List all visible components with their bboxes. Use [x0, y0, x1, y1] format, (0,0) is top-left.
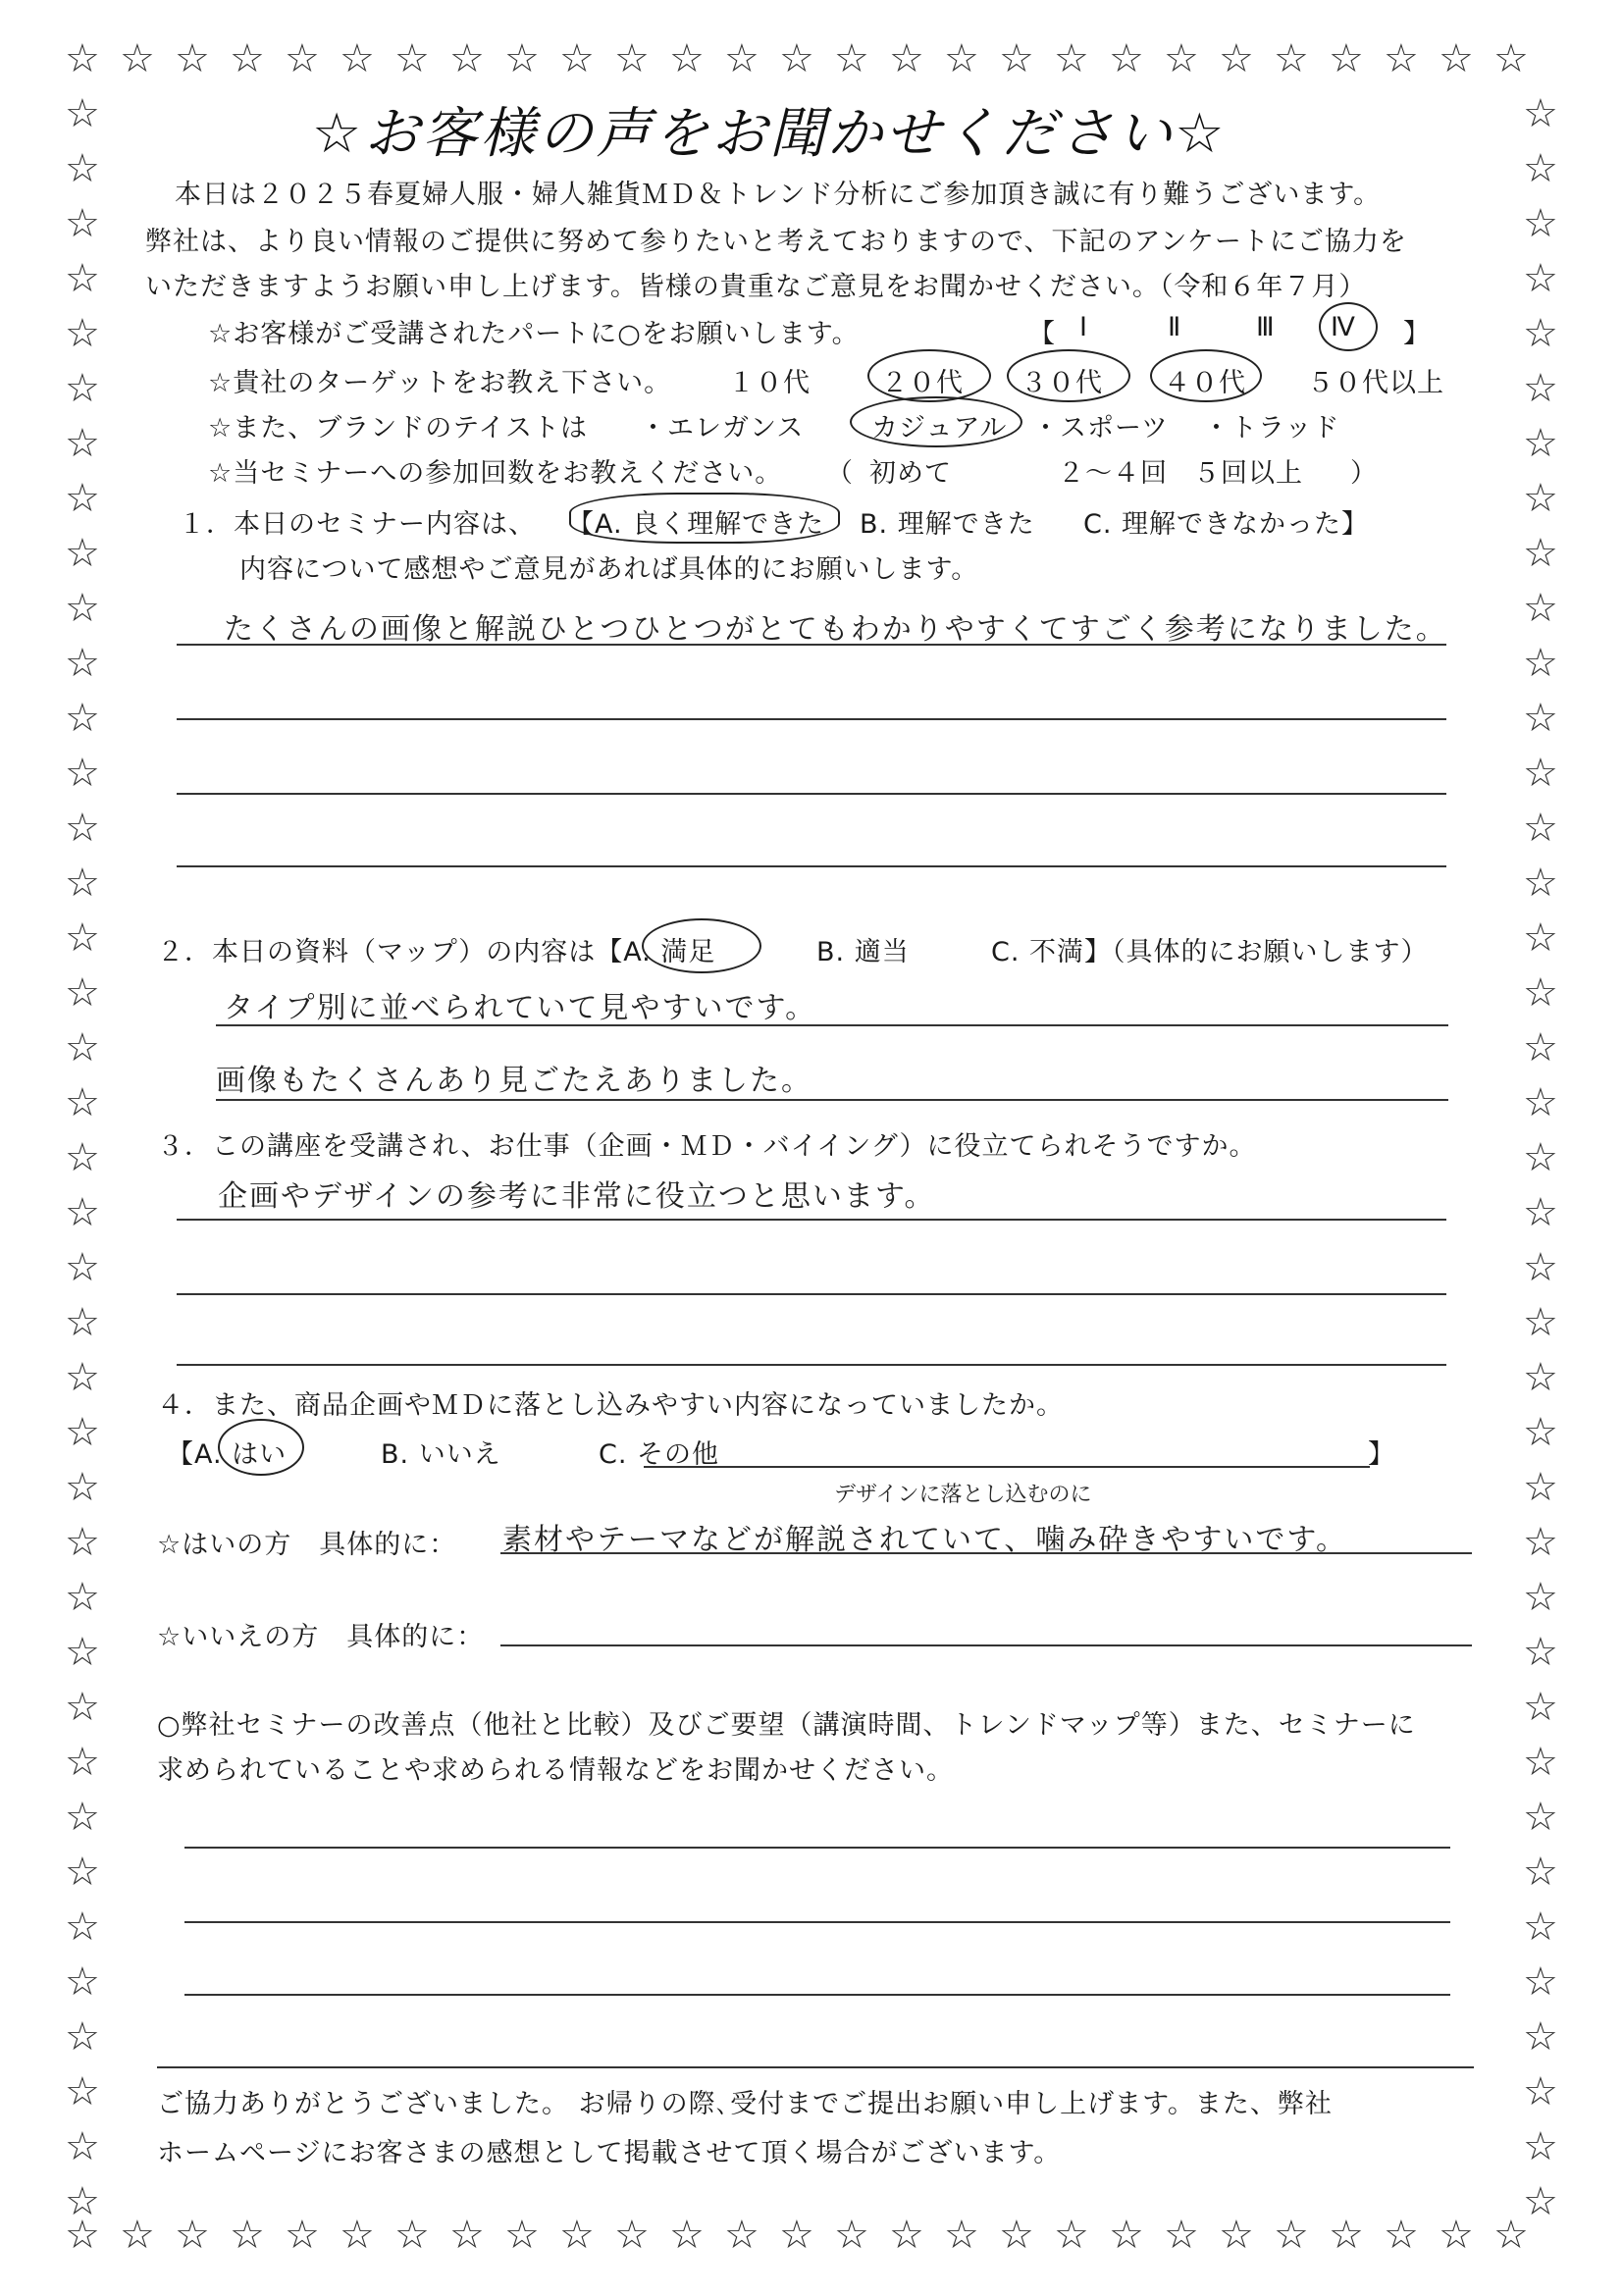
- q2-answer-2: 画像もたくさんあり見ごたえありました。: [216, 1064, 812, 1098]
- star-icon: ☆: [1523, 1959, 1558, 2005]
- star-icon: ☆: [65, 1080, 100, 1125]
- answer-line[interactable]: [177, 718, 1446, 720]
- star-icon: ☆: [230, 36, 265, 81]
- star-icon: ☆: [1523, 2069, 1558, 2114]
- q-part-option-2[interactable]: Ⅱ: [1168, 312, 1182, 342]
- star-icon: ☆: [1219, 2213, 1254, 2258]
- q-part-open: 【: [1028, 319, 1056, 349]
- selection-circle-40s: [1150, 349, 1262, 402]
- q1-text: １．本日のセミナー内容は、: [179, 509, 536, 540]
- star-icon: ☆: [65, 1245, 100, 1290]
- star-icon: ☆: [834, 36, 869, 81]
- star-icon: ☆: [285, 36, 320, 81]
- q-count-option-2[interactable]: ２～４回: [1058, 458, 1168, 489]
- q4-yes-label: ☆はいの方 具体的に：: [157, 1530, 457, 1560]
- star-icon: ☆: [1523, 861, 1558, 906]
- star-icon: ☆: [1523, 256, 1558, 301]
- star-icon: ☆: [65, 2014, 100, 2060]
- selection-circle-part: [1319, 302, 1378, 351]
- q-part-label: ☆お客様がご受講されたパートに○をお願いします。: [208, 319, 860, 349]
- q4-yes-insert: デザインに落とし込むのに: [834, 1483, 1092, 1507]
- star-icon: ☆: [1329, 36, 1364, 81]
- q-count-close: ）: [1350, 458, 1378, 489]
- answer-line[interactable]: [177, 1364, 1446, 1366]
- star-icon: ☆: [1523, 1080, 1558, 1125]
- q4-option-c[interactable]: C. その他: [599, 1439, 720, 1470]
- q4-yes-answer: 素材やテーマなどが解説されていて、噛み砕きやすいです。: [502, 1523, 1347, 1557]
- star-icon: ☆: [1523, 1795, 1558, 1840]
- star-icon: ☆: [65, 91, 100, 136]
- star-icon: ☆: [65, 1465, 100, 1510]
- star-icon: ☆: [65, 1190, 100, 1235]
- star-icon: ☆: [1523, 146, 1558, 191]
- answer-line[interactable]: [216, 1024, 1448, 1026]
- star-icon: ☆: [65, 586, 100, 631]
- q-taste-label: ☆また、ブランドのテイストは: [208, 413, 589, 444]
- star-icon: ☆: [614, 2213, 650, 2258]
- star-icon: ☆: [504, 36, 540, 81]
- star-icon: ☆: [1439, 2213, 1474, 2258]
- star-icon: ☆: [1523, 1850, 1558, 1895]
- q2-option-b[interactable]: B. 適当: [816, 937, 910, 967]
- star-icon: ☆: [65, 915, 100, 961]
- selection-circle-q4: [218, 1419, 304, 1476]
- answer-line[interactable]: [177, 865, 1446, 867]
- star-icon: ☆: [65, 1740, 100, 1785]
- star-icon: ☆: [669, 36, 705, 81]
- star-icon: ☆: [1109, 2213, 1144, 2258]
- q-target-option-3[interactable]: ３０代: [1021, 368, 1103, 398]
- star-icon: ☆: [1523, 1135, 1558, 1180]
- star-icon: ☆: [999, 36, 1034, 81]
- star-icon: ☆: [944, 2213, 979, 2258]
- q1-option-a[interactable]: 【A. 良く理解できた: [567, 509, 825, 540]
- answer-line[interactable]: [184, 1847, 1450, 1849]
- intro-line-3: いただきますようお願い申し上げます。皆様の貴重なご意見をお聞かせください。（令和６年７月）: [145, 272, 1367, 302]
- q-count-option-3[interactable]: ５回以上: [1193, 458, 1303, 489]
- star-icon: ☆: [1523, 1025, 1558, 1070]
- page-title: ☆お客様の声をお聞かせください☆: [312, 102, 1228, 166]
- q-target-label: ☆貴社のターゲットをお教え下さい。: [208, 368, 672, 398]
- intro-line-2: 弊社は、より良い情報のご提供に努めて参りたいと考えておりますので、下記のアンケートにご協力を: [145, 227, 1407, 257]
- star-icon: ☆: [1523, 531, 1558, 576]
- star-icon: ☆: [1523, 1905, 1558, 1950]
- star-icon: ☆: [1523, 1465, 1558, 1510]
- star-icon: ☆: [65, 256, 100, 301]
- q-target-option-2[interactable]: ２０代: [881, 368, 964, 398]
- star-icon: ☆: [340, 36, 375, 81]
- q-taste-option-3[interactable]: ・スポーツ: [1032, 413, 1169, 444]
- star-icon: ☆: [1523, 1245, 1558, 1290]
- q-count-option-1[interactable]: 初めて: [869, 458, 952, 489]
- star-icon: ☆: [1493, 2213, 1529, 2258]
- star-icon: ☆: [1523, 2179, 1558, 2224]
- star-icon: ☆: [449, 2213, 485, 2258]
- star-icon: ☆: [1523, 806, 1558, 851]
- star-icon: ☆: [999, 2213, 1034, 2258]
- footer-divider: [157, 2066, 1474, 2068]
- answer-line[interactable]: [184, 1994, 1450, 1996]
- star-icon: ☆: [1523, 1410, 1558, 1455]
- star-icon: ☆: [1274, 2213, 1309, 2258]
- star-icon: ☆: [65, 1685, 100, 1730]
- star-icon: ☆: [614, 36, 650, 81]
- q-target-option-5[interactable]: ５０代以上: [1307, 368, 1444, 398]
- star-icon: ☆: [889, 36, 924, 81]
- star-icon: ☆: [1523, 1685, 1558, 1730]
- q-part-option-4[interactable]: Ⅳ: [1331, 312, 1356, 342]
- other-answer-line[interactable]: [644, 1466, 1370, 1468]
- star-icon: ☆: [449, 36, 485, 81]
- star-icon: ☆: [1523, 915, 1558, 961]
- q-count-label: ☆当セミナーへの参加回数をお教えください。: [208, 458, 783, 489]
- star-icon: ☆: [65, 2069, 100, 2114]
- footer-line-1: ご協力ありがとうございました。 お帰りの際､受付までご提出お願い申し上げます。また、弊社: [157, 2089, 1333, 2119]
- improve-line-2: 求められていることや求められる情報などをお聞かせください。: [157, 1755, 954, 1786]
- star-icon: ☆: [65, 1575, 100, 1620]
- star-icon: ☆: [340, 2213, 375, 2258]
- star-icon: ☆: [65, 641, 100, 686]
- star-icon: ☆: [1054, 36, 1089, 81]
- improve-line-1: ○弊社セミナーの改善点（他社と比較）及びご要望（講演時間、トレンドマップ等）また、セミナーに: [157, 1710, 1416, 1741]
- star-icon: ☆: [1329, 2213, 1364, 2258]
- star-icon: ☆: [65, 201, 100, 246]
- star-icon: ☆: [394, 36, 430, 81]
- star-icon: ☆: [1523, 2014, 1558, 2060]
- q4-text: ４．また、商品企画やＭＤに落とし込みやすい内容になっていましたか。: [157, 1390, 1064, 1421]
- star-icon: ☆: [65, 476, 100, 521]
- star-icon: ☆: [1523, 1190, 1558, 1235]
- q-taste-option-2[interactable]: カジュアル: [871, 413, 1008, 444]
- star-icon: ☆: [65, 970, 100, 1016]
- star-icon: ☆: [65, 146, 100, 191]
- q-part-option-3[interactable]: Ⅲ: [1256, 312, 1276, 342]
- star-icon: ☆: [65, 1025, 100, 1070]
- selection-circle-20s: [867, 349, 991, 402]
- star-icon: ☆: [1523, 586, 1558, 631]
- q-part-close: 】: [1403, 319, 1431, 349]
- selection-circle-casual: [850, 396, 1022, 447]
- star-icon: ☆: [65, 1520, 100, 1565]
- star-icon: ☆: [175, 2213, 210, 2258]
- q-part-option-1[interactable]: Ⅰ: [1079, 312, 1088, 342]
- star-icon: ☆: [1384, 36, 1419, 81]
- star-icon: ☆: [1523, 1740, 1558, 1785]
- star-icon: ☆: [1054, 2213, 1089, 2258]
- selection-circle-q2: [642, 918, 761, 973]
- answer-line[interactable]: [177, 644, 1446, 646]
- star-icon: ☆: [1164, 2213, 1199, 2258]
- star-icon: ☆: [1523, 1355, 1558, 1400]
- footer-line-2: ホームページにお客さまの感想として掲載させて頂く場合がございます。: [157, 2138, 1062, 2168]
- star-icon: ☆: [1164, 36, 1199, 81]
- star-icon: ☆: [65, 366, 100, 411]
- star-icon: ☆: [559, 36, 595, 81]
- star-icon: ☆: [1523, 1575, 1558, 1620]
- star-icon: ☆: [1523, 751, 1558, 796]
- q1-sub: 内容について感想やご意見があれば具体的にお願いします。: [239, 554, 979, 585]
- star-icon: ☆: [1523, 1630, 1558, 1675]
- selection-circle-30s: [1007, 349, 1130, 402]
- q1-option-b[interactable]: B. 理解できた: [860, 509, 1035, 540]
- star-icon: ☆: [65, 1959, 100, 2005]
- no-answer-line[interactable]: [500, 1644, 1472, 1646]
- star-icon: ☆: [65, 2213, 100, 2258]
- star-icon: ☆: [65, 806, 100, 851]
- star-icon: ☆: [724, 2213, 759, 2258]
- star-icon: ☆: [504, 2213, 540, 2258]
- yes-answer-line[interactable]: [500, 1552, 1472, 1554]
- star-icon: ☆: [65, 531, 100, 576]
- q-target-option-4[interactable]: ４０代: [1164, 368, 1246, 398]
- star-icon: ☆: [65, 1905, 100, 1950]
- selection-circle-q1: [569, 493, 840, 544]
- star-icon: ☆: [1523, 2124, 1558, 2169]
- star-icon: ☆: [1219, 36, 1254, 81]
- star-icon: ☆: [1523, 641, 1558, 686]
- star-icon: ☆: [65, 2124, 100, 2169]
- intro-line-1: 本日は２０２５春夏婦人服・婦人雑貨ＭＤ＆トレンド分析にご参加頂き誠に有り難うございます。: [175, 180, 1382, 210]
- q4-close: 】: [1368, 1439, 1395, 1470]
- star-icon: ☆: [1274, 36, 1309, 81]
- star-icon: ☆: [1523, 201, 1558, 246]
- q4-option-b[interactable]: B. いいえ: [381, 1439, 501, 1470]
- star-icon: ☆: [944, 36, 979, 81]
- star-icon: ☆: [559, 2213, 595, 2258]
- star-icon: ☆: [1523, 1520, 1558, 1565]
- q2-answer-1: タイプ別に並べられていて見やすいです。: [224, 991, 817, 1025]
- star-icon: ☆: [65, 1355, 100, 1400]
- q4-no-label: ☆いいえの方 具体的に：: [157, 1622, 485, 1652]
- answer-line[interactable]: [177, 1219, 1446, 1221]
- answer-line[interactable]: [184, 1921, 1450, 1923]
- star-icon: ☆: [1523, 696, 1558, 741]
- q3-answer: 企画やデザインの参考に非常に役立つと思います。: [218, 1179, 936, 1214]
- star-icon: ☆: [1109, 36, 1144, 81]
- q4-option-a[interactable]: 【A. はい: [167, 1439, 288, 1470]
- star-icon: ☆: [1523, 970, 1558, 1016]
- star-icon: ☆: [1439, 36, 1474, 81]
- star-icon: ☆: [669, 2213, 705, 2258]
- star-icon: ☆: [834, 2213, 869, 2258]
- star-icon: ☆: [175, 36, 210, 81]
- q-taste-option-1[interactable]: ・エレガンス: [640, 413, 805, 444]
- star-icon: ☆: [1384, 2213, 1419, 2258]
- star-icon: ☆: [65, 1795, 100, 1840]
- star-icon: ☆: [1523, 366, 1558, 411]
- q-count-open: （: [826, 458, 854, 489]
- star-icon: ☆: [65, 1300, 100, 1345]
- q1-option-c[interactable]: C. 理解できなかった】: [1083, 509, 1370, 540]
- star-icon: ☆: [285, 2213, 320, 2258]
- star-icon: ☆: [1523, 1300, 1558, 1345]
- star-icon: ☆: [65, 696, 100, 741]
- star-icon: ☆: [1493, 36, 1529, 81]
- star-icon: ☆: [1523, 421, 1558, 466]
- answer-line[interactable]: [177, 1293, 1446, 1295]
- answer-line[interactable]: [177, 793, 1446, 795]
- star-icon: ☆: [120, 36, 155, 81]
- star-icon: ☆: [1523, 476, 1558, 521]
- star-icon: ☆: [230, 2213, 265, 2258]
- star-icon: ☆: [65, 2179, 100, 2224]
- star-icon: ☆: [724, 36, 759, 81]
- star-icon: ☆: [1523, 311, 1558, 356]
- star-icon: ☆: [65, 311, 100, 356]
- star-icon: ☆: [1523, 91, 1558, 136]
- star-icon: ☆: [65, 36, 100, 81]
- q3-text: ３．この講座を受講され、お仕事（企画・ＭＤ・バイイング）に役立てられそうですか。: [157, 1131, 1257, 1162]
- q2-text: ２．本日の資料（マップ）の内容は【A. 満足: [157, 937, 716, 967]
- star-icon: ☆: [65, 1410, 100, 1455]
- star-icon: ☆: [65, 1850, 100, 1895]
- q-taste-option-4[interactable]: ・トラッド: [1203, 413, 1340, 444]
- star-icon: ☆: [779, 36, 814, 81]
- star-icon: ☆: [65, 1135, 100, 1180]
- answer-line[interactable]: [216, 1099, 1448, 1101]
- star-icon: ☆: [889, 2213, 924, 2258]
- star-icon: ☆: [394, 2213, 430, 2258]
- q1-answer: たくさんの画像と解説ひとつひとつがとてもわかりやすくてすごく参考になりました。: [224, 612, 1447, 647]
- star-icon: ☆: [65, 1630, 100, 1675]
- q-target-option-1[interactable]: １０代: [728, 368, 811, 398]
- q2-option-c[interactable]: C. 不満】（具体的にお願いします）: [991, 937, 1429, 967]
- star-icon: ☆: [120, 2213, 155, 2258]
- star-icon: ☆: [65, 861, 100, 906]
- star-icon: ☆: [65, 421, 100, 466]
- star-icon: ☆: [65, 751, 100, 796]
- star-icon: ☆: [779, 2213, 814, 2258]
